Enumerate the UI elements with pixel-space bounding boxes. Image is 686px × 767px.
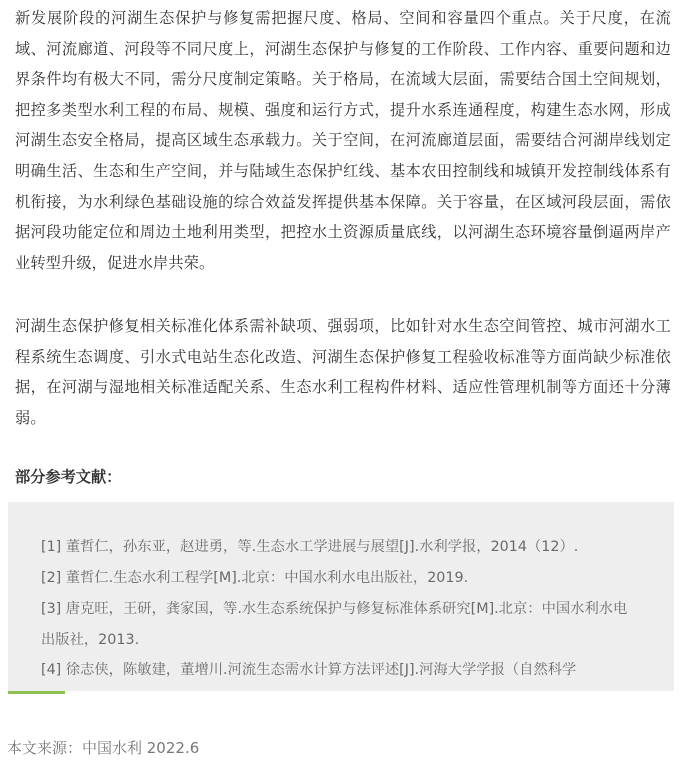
references-heading: 部分参考文献：: [15, 468, 122, 486]
references-box: [8, 502, 674, 691]
body-paragraph: 新发展阶段的河湖生态保护与修复需把握尺度、格局、空间和容量四个重点。关于尺度，在流域、河流廊道、河段等不同尺度上，河湖生态保护与修复的工作阶段、工作内容、重要问题和边界条件均有极大不同，需分尺度制定策略。关于格局，在流域大层面，需要结合国土空间规划，把控多类型水利工程的布局、规模、强度和运行方式，提升水系连通程度，构建生态水网，形成河湖生态安全格局，提高区域生态承载力。关于空间，在河流廊道层面，需要结合河湖岸线划定明确生活、生态和生产空间，并与陆域生态保护红线、基本农田控制线和城镇开发控制线体系有机衔接，为水利绿色基础设施的综合效益发挥提供基本保障。关于容量，在区域河段层面，需依据河段功能定位和周边土地利用类型，把控水土资源质量底线，以河湖生态环境容量倒逼两岸产业转型升级，促进水岸共荣。: [15, 9, 671, 272]
article-source: 本文来源：中国水利 2022.6: [7, 739, 200, 757]
accent-bar: [8, 691, 65, 694]
reference-item: [2] 董哲仁.生态水利工程学[M].北京：中国水利水电出版社，2019.: [41, 570, 469, 586]
reference-item: [1] 董哲仁，孙东亚，赵进勇，等.生态水工学进展与展望[J].水利学报，2014（12）.: [41, 539, 579, 555]
body-paragraph: 河湖生态保护修复相关标准化体系需补缺项、强弱项，比如针对水生态空间管控、城市河湖水工程系统生态调度、引水式电站生态化改造、河湖生态保护修复工程验收标准等方面尚缺少标准依据，在河湖与湿地相关标准适配关系、生态水利工程构件材料、适应性管理机制等方面还十分薄弱。: [15, 317, 671, 427]
reference-item: [4] 徐志侠，陈敏建，董增川.河流生态需水计算方法评述[J].河海大学学报（自然科学: [41, 662, 577, 678]
reference-item: [3] 唐克旺，王研，龚家国，等.水生态系统保护与修复标准体系研究[M].北京：中国水利水电出版社，2013.: [41, 601, 628, 648]
